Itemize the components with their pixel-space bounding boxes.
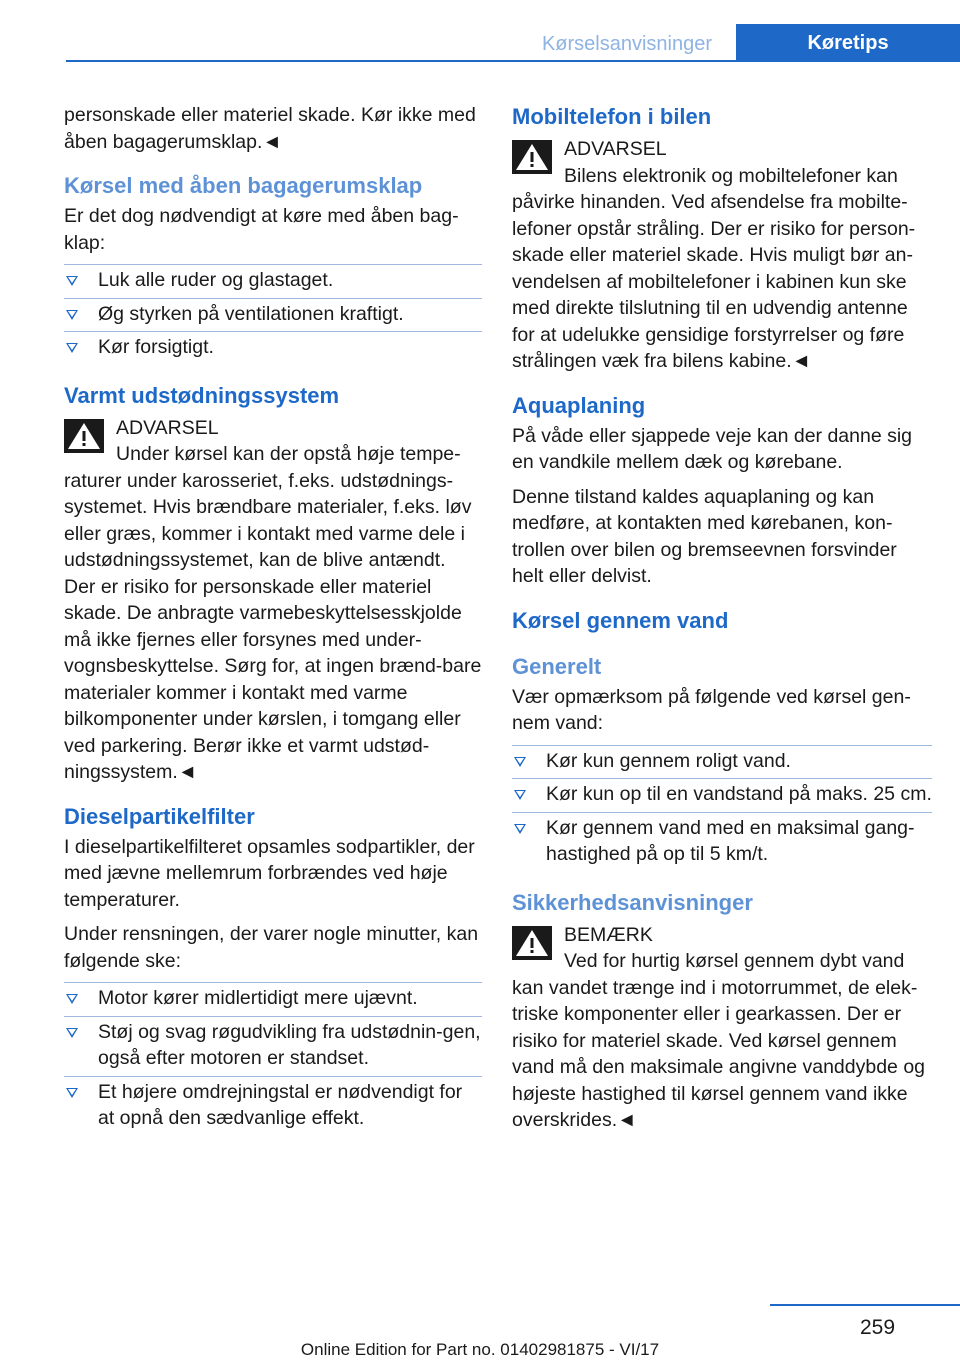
right-column <box>512 102 932 1142</box>
current-tab[interactable]: Køretips <box>736 24 960 62</box>
heading-phone: Mobiltelefon i bilen <box>512 104 712 129</box>
bullet-triangle-icon <box>66 1088 78 1098</box>
trunk-list <box>64 264 482 365</box>
diesel-paragraph-1: I dieselpartikelfilteret opsamles sodpartikler, der med jævne mellemrum forbrændes ved høje temperaturer. <box>64 835 475 911</box>
aqua-paragraph-2: Denne tilstand kaldes aquaplaning og kan medføre, at kontakten med kørebanen, kon‐trollen over bilen og bremseevnen forsvinder helt eller delvist. <box>512 485 897 587</box>
warning-triangle-icon <box>512 140 552 174</box>
warning-first-line: Ved for hurtig kørsel gennem dybt vand <box>564 950 905 972</box>
bullet-triangle-icon <box>66 276 78 286</box>
list-item: Kør kun op til en vandstand på maks. 25 cm. <box>512 778 932 812</box>
heading-exhaust: Varmt udstødningssystem <box>64 382 340 408</box>
warning-body: raturer under karosseriet, f.eks. udstødnings‐systemet. Hvis brændbare materialer, f.eks. løv eller græs, kommer i kontakt med varme dele i udstødningssystemet, kan de blive antændt. Der er risiko for personskade eller materiel skade. De anbragte varmebeskyttelsesskjolde må ikke fjernes eller forsynes med under‐vognsbeskyttelse. Sørg for, at ingen brænd‐bare materialer kommer i kontakt med varme bilkomponenter under kørslen, i tomgang eller ved parkering. Berør ikke et varmt udstød‐ningssystem.◄ <box>64 469 482 783</box>
section-tab[interactable]: Kørselsanvisninger <box>541 33 713 55</box>
bullet-triangle-icon <box>66 994 78 1004</box>
left-column <box>64 102 482 1144</box>
bullet-triangle-icon <box>514 790 526 800</box>
bullet-triangle-icon <box>66 310 78 320</box>
list-item: Kør forsigtigt. <box>64 331 482 365</box>
warning-body: kan vandet trænge ind i motorrummet, de elek‐triske komponenter eller i gearkassen. Der er risiko for materiel skade. Ved kørsel gennem vand må den maksimale angivne vanddybde og højeste hastighed til kørsel gennem vand ikke overskrides.◄ <box>512 976 926 1131</box>
page-number: 259 <box>860 1316 896 1339</box>
heading-water: Kørsel gennem vand <box>512 607 729 633</box>
warning-triangle-icon <box>512 926 552 960</box>
list-item: Kør kun gennem roligt vand. <box>512 745 932 779</box>
heading-safety: Sikkerhedsanvisninger <box>512 889 753 915</box>
warning-title: ADVARSEL <box>116 416 219 439</box>
water-list <box>512 745 932 872</box>
bullet-triangle-icon <box>514 824 526 834</box>
bullet-triangle-icon <box>514 757 526 767</box>
diesel-list <box>64 982 482 1136</box>
heading-general: Generelt <box>512 653 602 679</box>
intro-paragraph: personskade eller materiel skade. Kør ikke med åben bagagerumsklap.◄ <box>64 104 476 153</box>
warning-safety <box>512 922 932 1134</box>
footer-rule <box>770 1304 960 1306</box>
warning-exhaust <box>64 415 482 786</box>
warning-triangle-icon <box>64 419 104 453</box>
heading-trunk: Kørsel med åben bagagerumsklap <box>64 173 423 198</box>
warning-title: ADVARSEL <box>564 138 667 160</box>
list-item: Støj og svag røgudvikling fra udstødnin‐gen, også efter motoren er standset. <box>64 1016 482 1076</box>
warning-first-line: Bilens elektronik og mobiltelefoner kan <box>564 164 898 187</box>
list-item: Et højere omdrejningstal er nødvendigt for at opnå den sædvanlige effekt. <box>64 1076 482 1136</box>
warning-body: påvirke hinanden. Ved afsendelse fra mobilte‐lefoner opstår stråling. Der er risiko for person‐skade eller materiel skade. Hvis muligt bør an‐vendelsen af mobiltelefoner i kabinen kun ske med direkte tilslutning til en udvendig antenne for at udelukke gensidige forstyrrelser og føre strålingen væk fra bilens kabine.◄ <box>512 191 916 372</box>
bullet-triangle-icon <box>66 343 78 353</box>
trunk-paragraph: Er det dog nødvendigt at køre med åben bag‐klap: <box>64 205 459 254</box>
list-item: Luk alle ruder og glastaget. <box>64 264 482 298</box>
edition-footer: Online Edition for Part no. 01402981875 - VI/17 <box>300 1340 660 1359</box>
heading-diesel: Dieselpartikelfilter <box>64 803 255 829</box>
list-item: Kør gennem vand med en maksimal gang‐hastighed på op til 5 km/t. <box>512 812 932 872</box>
heading-aquaplaning: Aquaplaning <box>512 392 646 418</box>
bullet-triangle-icon <box>66 1028 78 1038</box>
warning-first-line: Under kørsel kan der opstå høje tempe‐ <box>116 443 461 465</box>
warning-phone <box>512 136 932 375</box>
warning-title: BEMÆRK <box>564 923 653 946</box>
list-item: Motor kører midlertidigt mere ujævnt. <box>64 982 482 1016</box>
diesel-paragraph-2: Under rensningen, der varer nogle minutter, kan følgende ske: <box>64 923 479 972</box>
general-paragraph: Vær opmærksom på følgende ved kørsel gen‐nem vand: <box>512 685 911 734</box>
aqua-paragraph-1: På våde eller sjappede veje kan der danne sig en vandkile mellem dæk og kørebane. <box>512 424 913 473</box>
list-item: Øg styrken på ventilationen kraftigt. <box>64 298 482 332</box>
